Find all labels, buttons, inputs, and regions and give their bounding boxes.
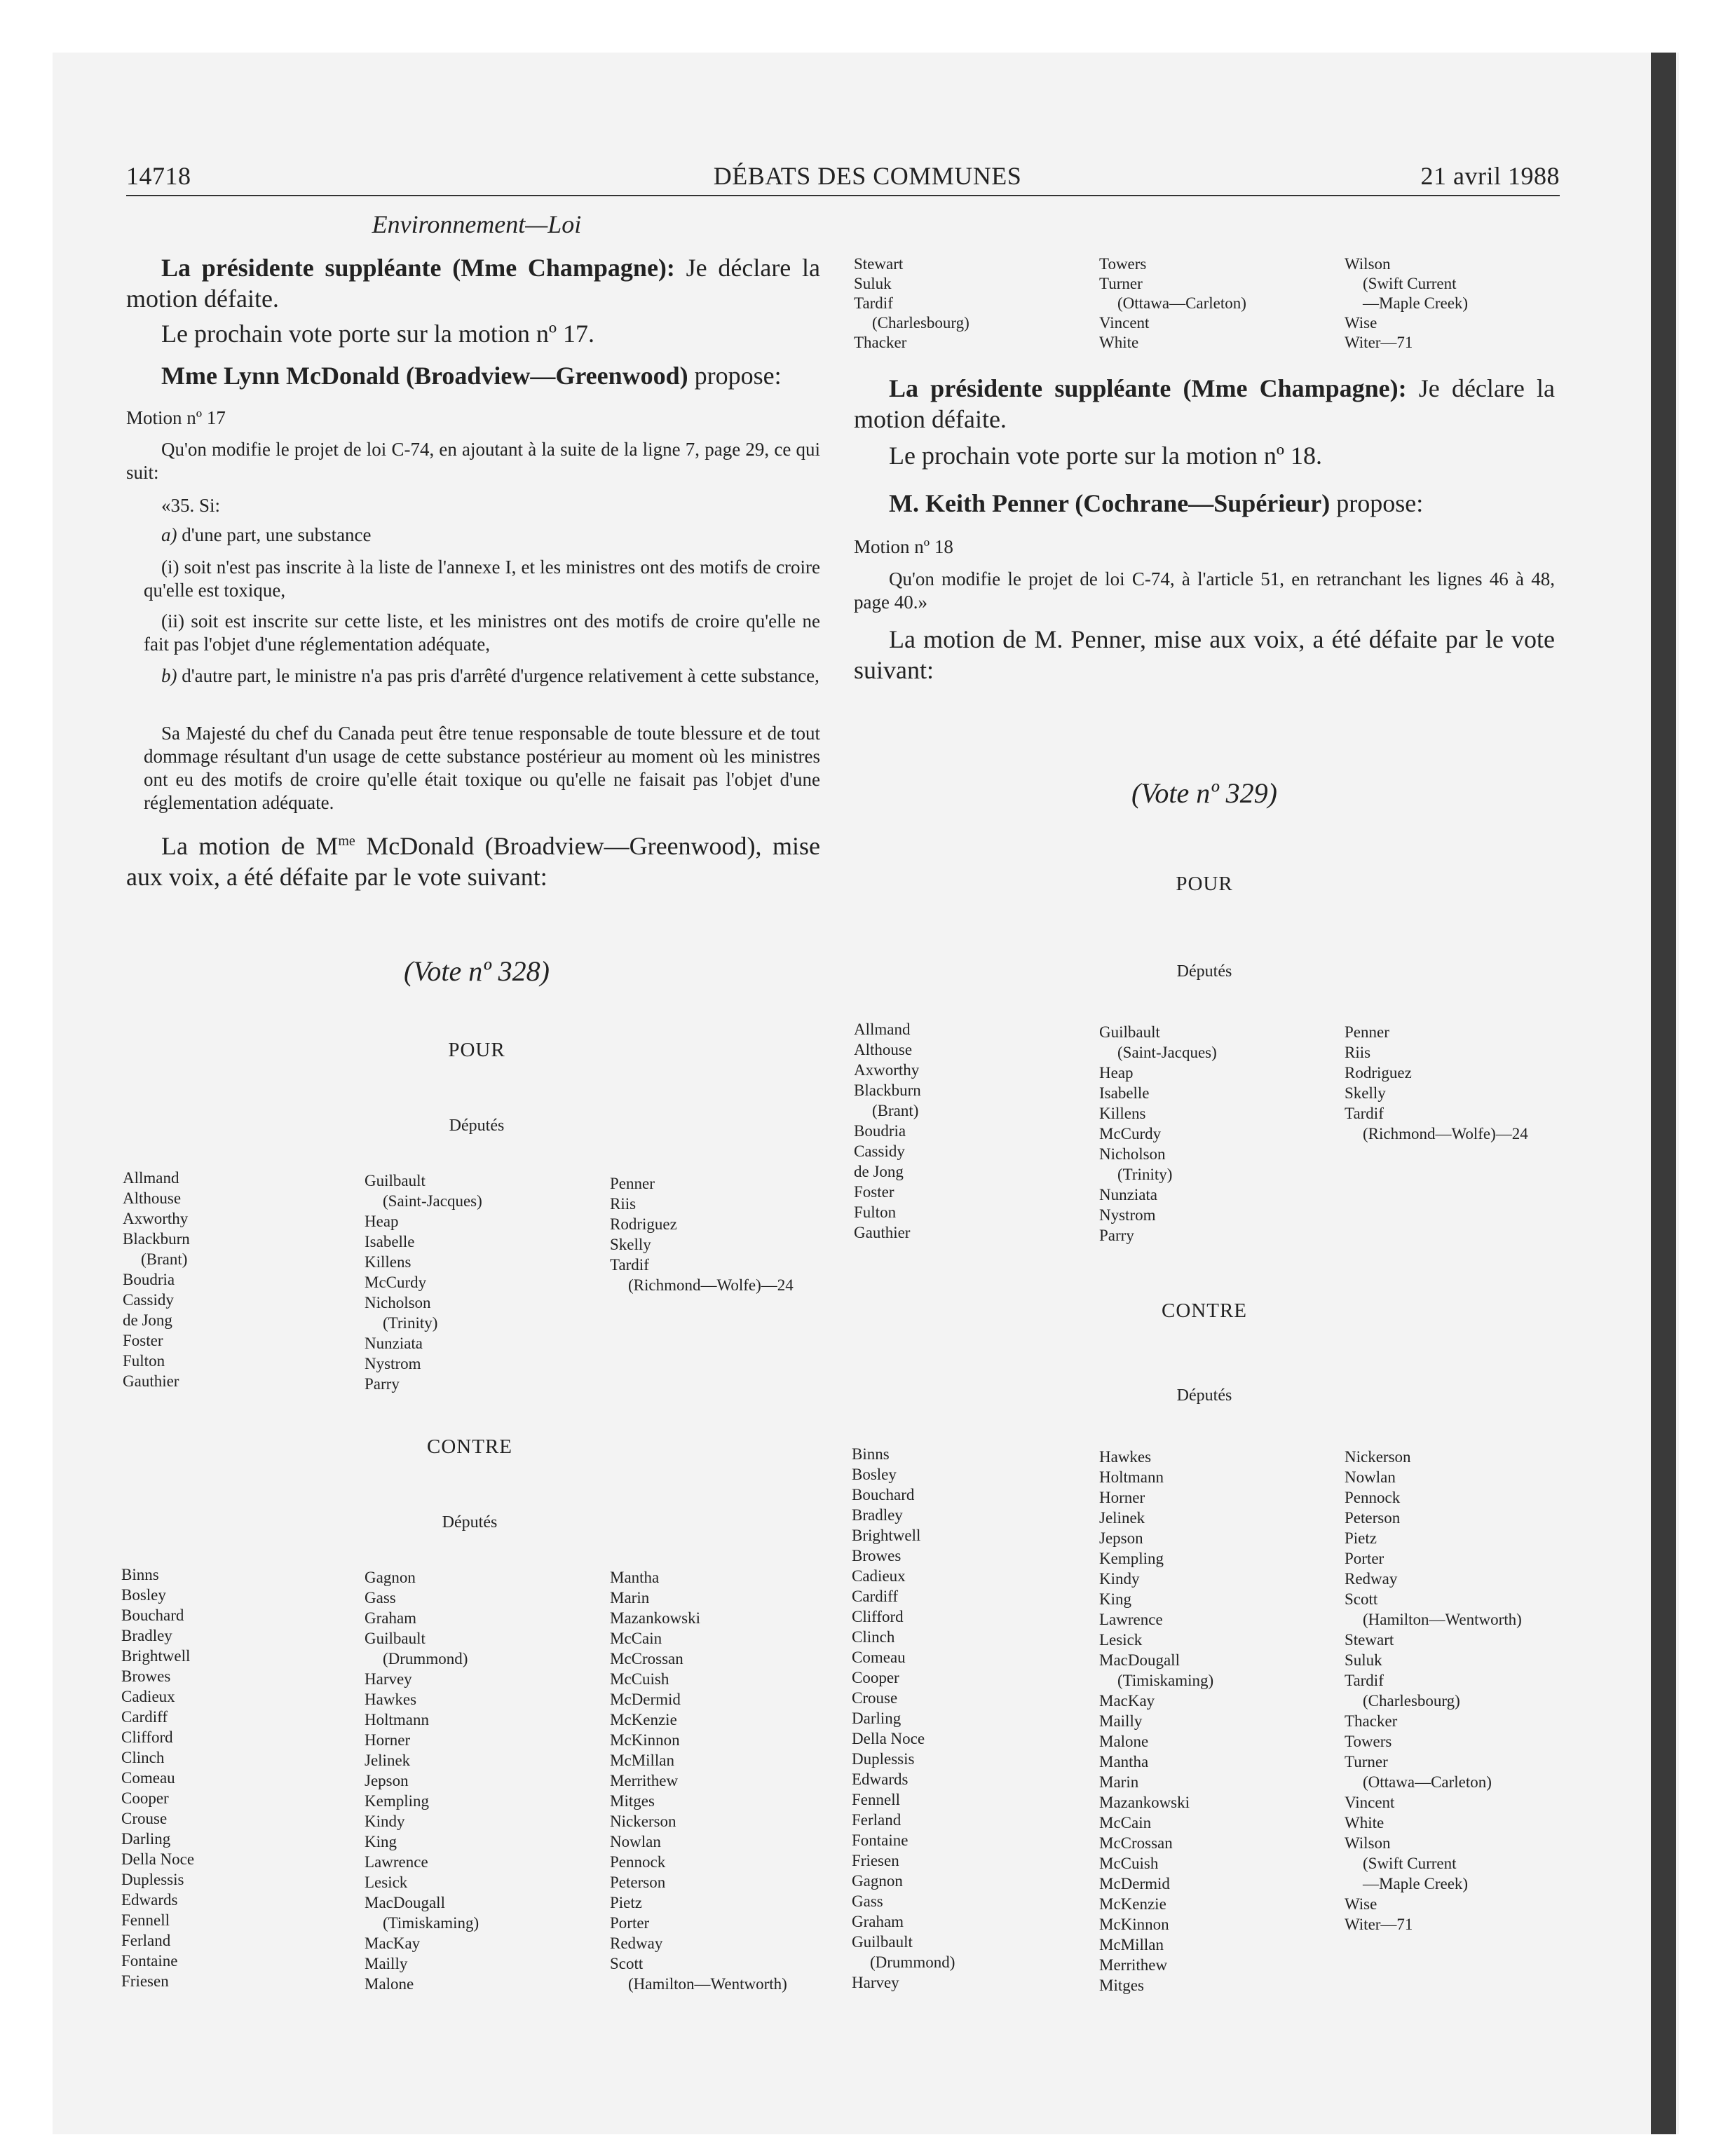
speaker: La présidente suppléante (Mme Champagne): <box>889 374 1407 402</box>
names-column <box>1099 1022 1217 1246</box>
member-name: Cassidy <box>123 1291 174 1309</box>
member-name: Friesen <box>852 1852 899 1869</box>
page-date: 21 avril 1988 <box>1420 162 1560 190</box>
deputes-heading: Députés <box>442 1513 498 1531</box>
member-name: de Jong <box>854 1163 904 1180</box>
member-name: Stewart <box>1345 1631 1394 1649</box>
member-name: Cardiff <box>121 1708 168 1726</box>
member-name: McCurdy <box>1099 1125 1162 1142</box>
member-name: Wise <box>1345 314 1377 332</box>
member-name: Jelinek <box>365 1752 411 1769</box>
member-name: McCrossan <box>1099 1834 1173 1852</box>
member-name: Thacker <box>854 334 907 351</box>
member-name: Wilson <box>1345 255 1391 273</box>
member-name: (Charlesbourg) <box>1363 1692 1460 1710</box>
speech-text: propose: <box>1330 489 1424 517</box>
names-column <box>1345 1022 1528 1144</box>
item-letter: b) <box>161 665 177 686</box>
member-name: Gauthier <box>123 1372 179 1390</box>
member-name: Nickerson <box>1345 1448 1411 1466</box>
member-name: Witer—71 <box>1345 334 1413 351</box>
names-column <box>854 254 969 353</box>
member-name: Tardif <box>854 294 893 312</box>
member-name: Parry <box>365 1375 400 1393</box>
member-name: Tardif <box>610 1256 649 1274</box>
names-column <box>123 1168 190 1391</box>
member-name: McCurdy <box>365 1274 427 1291</box>
member-name: Mazankowski <box>610 1609 701 1627</box>
member-name: Fulton <box>123 1352 165 1370</box>
member-name: Althouse <box>123 1189 182 1207</box>
vote-title: (Vote nº 328) <box>404 955 550 987</box>
member-name: Vincent <box>1345 1794 1395 1811</box>
member-name: Bosley <box>121 1586 166 1604</box>
member-name: Crouse <box>852 1689 898 1707</box>
member-name: McMillan <box>1099 1936 1164 1953</box>
member-name: Mantha <box>610 1569 660 1586</box>
names-column <box>1345 1447 1522 1935</box>
member-name: (Hamilton—Wentworth) <box>628 1975 787 1993</box>
motion-text-4: (i) soit n'est pas inscrite à la liste de l'annexe I, et les ministres ont des motifs de croire qu'elle est toxique, <box>144 557 820 601</box>
member-name: Axworthy <box>854 1061 920 1079</box>
member-name: Lawrence <box>1099 1611 1163 1628</box>
left-result <box>126 826 820 892</box>
member-name: Nystrom <box>365 1355 421 1372</box>
member-name: Mitges <box>1099 1977 1144 1994</box>
member-name: Binns <box>121 1566 159 1583</box>
member-name: McKenzie <box>610 1711 677 1728</box>
member-name: White <box>1099 334 1139 351</box>
member-name: MacKay <box>365 1935 421 1952</box>
member-name: Skelly <box>610 1236 651 1253</box>
names-column <box>852 1444 955 1993</box>
member-name: (Timiskaming) <box>383 1914 479 1932</box>
member-name: Lawrence <box>365 1853 428 1871</box>
member-name: Jelinek <box>1099 1509 1145 1527</box>
member-name: Binns <box>852 1445 890 1463</box>
member-name: McCrossan <box>610 1650 683 1667</box>
member-name: Pennock <box>1345 1489 1401 1506</box>
member-name: MacKay <box>1099 1692 1155 1710</box>
item-text: d'une part, une substance <box>177 524 372 545</box>
member-name: King <box>365 1833 397 1850</box>
deputes-heading: Députés <box>1176 1386 1232 1405</box>
speaker: La présidente suppléante (Mme Champagne): <box>161 254 675 282</box>
member-name: Guilbault <box>365 1172 426 1189</box>
member-name: Cadieux <box>852 1567 906 1585</box>
member-name: Clifford <box>121 1728 173 1746</box>
motion-text-1: Qu'on modifie le projet de loi C-74, en ajoutant à la suite de la ligne 7, page 29, ce qui suit: <box>126 439 820 483</box>
member-name: Turner <box>1099 275 1143 292</box>
member-name: Kempling <box>365 1792 429 1810</box>
member-name: Nicholson <box>365 1294 431 1311</box>
motion-text-3 <box>161 524 372 547</box>
motion-text-2: «35. Si: <box>161 495 221 516</box>
member-name: Comeau <box>852 1649 906 1666</box>
member-name: Friesen <box>121 1972 169 1990</box>
member-name: Clinch <box>852 1628 895 1646</box>
vote-title: (Vote nº 329) <box>1131 777 1277 809</box>
member-name: (Hamilton—Wentworth) <box>1363 1611 1522 1628</box>
member-name: Nunziata <box>365 1335 423 1352</box>
names-column <box>1099 1447 1213 1995</box>
deputes-heading: Députés <box>1176 962 1232 981</box>
member-name: Fulton <box>854 1203 897 1221</box>
member-name: Duplessis <box>121 1871 184 1888</box>
member-name: Graham <box>852 1913 904 1930</box>
member-name: (Ottawa—Carleton) <box>1363 1773 1492 1791</box>
member-name: (Trinity) <box>1117 1166 1173 1183</box>
member-name: (Trinity) <box>383 1314 438 1332</box>
result-text: McDonald (Broadview—Greenwood), mise aux voix, a été défaite par le vote suivant: <box>126 832 820 891</box>
member-name: MacDougall <box>1099 1651 1180 1669</box>
member-name: Brightwell <box>852 1527 921 1544</box>
member-name: Bouchard <box>121 1606 184 1624</box>
member-name: Brightwell <box>121 1647 191 1665</box>
member-name: Darling <box>121 1830 171 1848</box>
member-name: Guilbault <box>1099 1023 1160 1041</box>
member-name: Marin <box>610 1589 650 1606</box>
member-name: Tardif <box>1345 1105 1384 1122</box>
member-name: McDermid <box>610 1691 681 1708</box>
member-name: (Swift Current <box>1363 275 1457 292</box>
member-name: Mailly <box>365 1955 408 1972</box>
member-name: Guilbault <box>365 1630 426 1647</box>
member-name: Gagnon <box>365 1569 416 1586</box>
member-name: Turner <box>1345 1753 1388 1770</box>
member-name: Fontaine <box>121 1952 178 1970</box>
member-name: Redway <box>610 1935 663 1952</box>
member-name: Boudria <box>123 1271 175 1288</box>
member-name: Ferland <box>121 1932 171 1949</box>
left-paragraph-1 <box>126 252 820 314</box>
right-paragraph-3 <box>854 488 1555 519</box>
member-name: Bosley <box>852 1466 897 1483</box>
member-name: Penner <box>610 1175 655 1192</box>
member-name: McKenzie <box>1099 1895 1166 1913</box>
member-name: McMillan <box>610 1752 674 1769</box>
scan-edge <box>1651 53 1676 2134</box>
contre-heading: CONTRE <box>427 1435 512 1458</box>
item-letter: a) <box>161 524 177 545</box>
member-name: Peterson <box>1345 1509 1401 1527</box>
member-name: Harvey <box>365 1670 412 1688</box>
member-name: Jepson <box>365 1772 409 1789</box>
member-name: Bouchard <box>852 1486 915 1503</box>
motion-text-5: (ii) soit est inscrite sur cette liste, et les ministres ont des motifs de croire qu'elle ne fait pas l'objet d'une réglementation adéquate, <box>144 610 820 655</box>
member-name: (Brant) <box>872 1102 919 1119</box>
names-column <box>1345 254 1468 353</box>
member-name: McCain <box>610 1630 662 1647</box>
speech-text: propose: <box>688 362 782 390</box>
member-name: Fennell <box>852 1791 900 1808</box>
member-name: Nowlan <box>610 1833 661 1850</box>
member-name: Cooper <box>852 1669 899 1686</box>
member-name: Pietz <box>610 1894 642 1911</box>
member-name: Lesick <box>365 1874 408 1891</box>
motion-label: Motion nº 17 <box>126 407 226 428</box>
member-name: (Swift Current <box>1363 1855 1457 1872</box>
member-name: (Saint-Jacques) <box>383 1192 482 1210</box>
member-name: Rodriguez <box>610 1215 677 1233</box>
member-name: Wise <box>1345 1895 1377 1913</box>
contre-heading: CONTRE <box>1162 1299 1247 1322</box>
member-name: (Saint-Jacques) <box>1117 1044 1217 1061</box>
member-name: Clifford <box>852 1608 904 1625</box>
member-name: Suluk <box>1345 1651 1382 1669</box>
member-name: Nickerson <box>610 1813 676 1830</box>
member-name: Gauthier <box>854 1224 911 1241</box>
member-name: McDermid <box>1099 1875 1170 1892</box>
names-column <box>610 1173 794 1295</box>
member-name: Horner <box>1099 1489 1145 1506</box>
member-name: Redway <box>1345 1570 1398 1588</box>
member-name: Merrithew <box>610 1772 679 1789</box>
member-name: Riis <box>610 1195 637 1213</box>
member-name: Edwards <box>852 1770 909 1788</box>
item-text: d'autre part, le ministre n'a pas pris d'arrêté d'urgence relativement à cette substance, <box>177 665 819 686</box>
member-name: (Brant) <box>141 1250 188 1268</box>
member-name: Tardif <box>1345 1672 1384 1689</box>
member-name: McCain <box>1099 1814 1152 1831</box>
member-name: Marin <box>1099 1773 1139 1791</box>
member-name: Cassidy <box>854 1142 905 1160</box>
member-name: Horner <box>365 1731 411 1749</box>
member-name: Rodriguez <box>1345 1064 1412 1082</box>
member-name: Bradley <box>852 1506 903 1524</box>
speech-text: Je déclare la motion défaite. <box>854 374 1555 433</box>
member-name: (Richmond—Wolfe)—24 <box>628 1276 794 1294</box>
member-name: de Jong <box>123 1311 172 1329</box>
member-name: Stewart <box>854 255 904 273</box>
speaker: M. Keith Penner (Cochrane—Supérieur) <box>889 489 1331 517</box>
member-name: Mazankowski <box>1099 1794 1190 1811</box>
member-name: Towers <box>1345 1733 1392 1750</box>
member-name: Kempling <box>1099 1550 1164 1567</box>
member-name: Crouse <box>121 1810 168 1827</box>
member-name: Skelly <box>1345 1084 1386 1102</box>
right-paragraph-2: Le prochain vote porte sur la motion nº 18. <box>889 442 1323 470</box>
member-name: Guilbault <box>852 1933 913 1951</box>
member-name: Pennock <box>610 1853 666 1871</box>
member-name: Porter <box>1345 1550 1384 1567</box>
member-name: Harvey <box>852 1974 899 1991</box>
member-name: Merrithew <box>1099 1956 1168 1974</box>
member-name: Foster <box>854 1183 894 1201</box>
member-name: Della Noce <box>852 1730 925 1747</box>
member-name: Gass <box>365 1589 396 1606</box>
member-name: Parry <box>1099 1227 1134 1244</box>
member-name: Edwards <box>121 1891 178 1909</box>
header-rule <box>126 195 1560 196</box>
member-name: Boudria <box>854 1122 906 1140</box>
member-name: Nicholson <box>1099 1145 1166 1163</box>
result-superscript: me <box>338 833 355 849</box>
member-name: Witer—71 <box>1345 1916 1413 1933</box>
member-name: Heap <box>1099 1064 1134 1082</box>
member-name: Holtmann <box>365 1711 429 1728</box>
member-name: Suluk <box>854 275 892 292</box>
left-paragraph-3 <box>126 360 820 391</box>
pour-heading: POUR <box>1176 873 1233 895</box>
member-name: Hawkes <box>365 1691 417 1708</box>
member-name: Malone <box>365 1975 414 1993</box>
member-name: Hawkes <box>1099 1448 1152 1466</box>
journal-title: DÉBATS DES COMMUNES <box>713 162 1022 190</box>
member-name: (Drummond) <box>383 1650 468 1667</box>
deputes-heading: Députés <box>449 1117 505 1135</box>
member-name: Vincent <box>1099 314 1150 332</box>
member-name: Fennell <box>121 1911 170 1929</box>
member-name: Penner <box>1345 1023 1389 1041</box>
member-name: Nunziata <box>1099 1186 1158 1203</box>
member-name: Scott <box>610 1955 644 1972</box>
motion-label: Motion nº 18 <box>854 536 953 557</box>
speaker: Mme Lynn McDonald (Broadview—Greenwood) <box>161 362 688 390</box>
member-name: Foster <box>123 1332 163 1349</box>
member-name: Della Noce <box>121 1850 195 1868</box>
speech-text: Je déclare la motion défaite. <box>126 254 820 313</box>
names-column <box>365 1567 479 1994</box>
member-name: Mailly <box>1099 1712 1143 1730</box>
member-name: Darling <box>852 1710 901 1727</box>
member-name: Nystrom <box>1099 1206 1156 1224</box>
member-name: Riis <box>1345 1044 1371 1061</box>
names-column <box>365 1171 482 1394</box>
member-name: Blackburn <box>854 1082 921 1099</box>
member-name: Wilson <box>1345 1834 1391 1852</box>
names-column <box>121 1564 194 1991</box>
member-name: Bradley <box>121 1627 172 1644</box>
member-name: Duplessis <box>852 1750 915 1768</box>
member-name: (Timiskaming) <box>1117 1672 1214 1689</box>
member-name: Clinch <box>121 1749 165 1766</box>
member-name: White <box>1345 1814 1384 1831</box>
member-name: Cardiff <box>852 1588 899 1605</box>
member-name: Kindy <box>1099 1570 1140 1588</box>
member-name: Towers <box>1099 255 1147 273</box>
member-name: Allmand <box>123 1169 179 1187</box>
member-name: Comeau <box>121 1769 175 1787</box>
motion-text-1: Qu'on modifie le projet de loi C-74, à l'article 51, en retranchant les lignes 46 à 48, page 40.» <box>854 568 1555 613</box>
member-name: McKinnon <box>1099 1916 1169 1933</box>
member-name: Malone <box>1099 1733 1149 1750</box>
member-name: Pietz <box>1345 1529 1377 1547</box>
member-name: Allmand <box>854 1021 911 1038</box>
member-name: Killens <box>1099 1105 1146 1122</box>
member-name: Fontaine <box>852 1831 909 1849</box>
member-name: Althouse <box>854 1041 913 1058</box>
member-name: —Maple Creek) <box>1363 294 1469 312</box>
names-column <box>610 1567 787 1994</box>
pour-heading: POUR <box>448 1039 505 1061</box>
member-name: Jepson <box>1099 1529 1143 1547</box>
member-name: (Richmond—Wolfe)—24 <box>1363 1125 1528 1142</box>
member-name: Axworthy <box>123 1210 189 1227</box>
member-name: King <box>1099 1590 1131 1608</box>
member-name: Isabelle <box>1099 1084 1150 1102</box>
member-name: Cadieux <box>121 1688 175 1705</box>
result-text: La motion de M <box>161 832 339 860</box>
member-name: (Charlesbourg) <box>872 314 969 332</box>
left-paragraph-2: Le prochain vote porte sur la motion nº 17. <box>161 320 595 348</box>
member-name: MacDougall <box>365 1894 445 1911</box>
member-name: Mitges <box>610 1792 655 1810</box>
member-name: Graham <box>365 1609 417 1627</box>
page-number: 14718 <box>126 162 191 190</box>
motion-text-6 <box>144 664 820 688</box>
motion-text-7: Sa Majesté du chef du Canada peut être tenue responsable de toute blessure et de tout dommage résultant d'un usage de cette substance postérieur au moment où les ministres ont eu des motifs de croire qu'elle était toxique ou qu'elle ne faisait pas l'objet d'une réglementation adéquate. <box>144 723 820 813</box>
member-name: (Drummond) <box>870 1953 955 1971</box>
member-name: Holtmann <box>1099 1468 1164 1486</box>
member-name: —Maple Creek) <box>1363 1875 1469 1892</box>
member-name: Gass <box>852 1892 883 1910</box>
member-name: Lesick <box>1099 1631 1143 1649</box>
member-name: Isabelle <box>365 1233 415 1250</box>
right-result: La motion de M. Penner, mise aux voix, a été défaite par le vote suivant: <box>854 625 1555 684</box>
member-name: Mantha <box>1099 1753 1149 1770</box>
member-name: Porter <box>610 1914 650 1932</box>
member-name: Gagnon <box>852 1872 903 1890</box>
member-name: Nowlan <box>1345 1468 1396 1486</box>
member-name: Ferland <box>852 1811 901 1829</box>
right-paragraph-1 <box>854 373 1555 435</box>
names-column <box>854 1019 921 1243</box>
member-name: Killens <box>365 1253 411 1271</box>
member-name: Thacker <box>1345 1712 1398 1730</box>
member-name: Kindy <box>365 1813 405 1830</box>
member-name: Browes <box>852 1547 901 1564</box>
member-name: (Ottawa—Carleton) <box>1117 294 1246 312</box>
section-title: Environnement—Loi <box>372 210 582 238</box>
member-name: Browes <box>121 1667 171 1685</box>
member-name: McCuish <box>610 1670 669 1688</box>
member-name: Peterson <box>610 1874 666 1891</box>
member-name: Scott <box>1345 1590 1378 1608</box>
member-name: Blackburn <box>123 1230 190 1248</box>
names-column <box>1099 254 1246 353</box>
member-name: Heap <box>365 1213 399 1230</box>
member-name: Cooper <box>121 1789 169 1807</box>
member-name: McKinnon <box>610 1731 680 1749</box>
member-name: McCuish <box>1099 1855 1159 1872</box>
